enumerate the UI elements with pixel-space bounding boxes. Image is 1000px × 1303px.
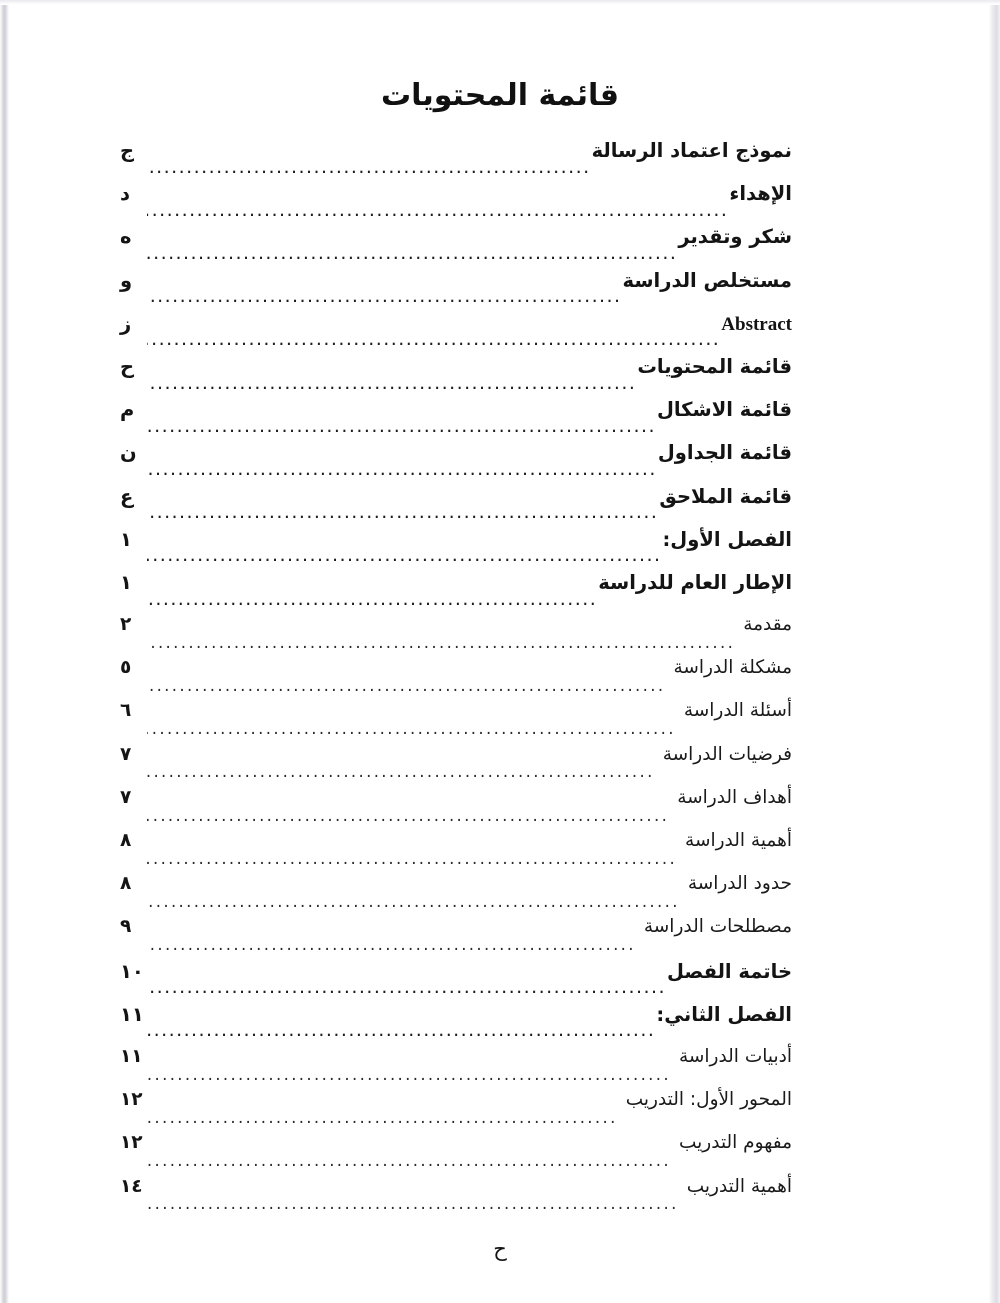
- toc-dot-leader: [147, 374, 636, 394]
- toc-dot-leader: [147, 634, 735, 653]
- toc-dot-leader: [147, 1066, 671, 1085]
- toc-dot-leader: [147, 546, 662, 566]
- toc-entry[interactable]: [120, 269, 792, 312]
- toc-entry[interactable]: [120, 1176, 792, 1219]
- toc-entry-label: أهداف الدراسة: [677, 786, 792, 808]
- toc-entry-label: مفهوم التدريب: [678, 1132, 792, 1154]
- toc-entry-label: نموذج اعتماد الرسالة: [591, 139, 792, 162]
- toc-dot-leader: [147, 850, 677, 869]
- toc-dot-leader: [147, 936, 636, 955]
- toc-dot-leader: [147, 763, 655, 782]
- toc-entry-label: قائمة الجداول: [657, 441, 792, 465]
- toc-dot-leader: [147, 720, 676, 739]
- toc-entry-page-number: ١: [120, 570, 132, 594]
- toc-entry[interactable]: [120, 355, 792, 398]
- toc-entry[interactable]: [120, 182, 792, 225]
- toc-entry-page-number: ٦: [120, 700, 132, 722]
- toc-dot-leader: [147, 807, 669, 826]
- toc-dot-leader: [147, 677, 665, 696]
- toc-entry-label: خاتمة الفصل: [666, 959, 792, 983]
- toc-entry[interactable]: [120, 441, 792, 484]
- toc-entry-label: فرضيات الدراسة: [662, 743, 792, 765]
- toc-entry[interactable]: [120, 960, 792, 1003]
- toc-dot-leader: [147, 978, 666, 998]
- toc-entry-label: Abstract: [721, 313, 792, 335]
- toc-entry-page-number: ح: [120, 354, 135, 378]
- toc-entry[interactable]: [120, 1003, 792, 1046]
- toc-dot-leader: [147, 590, 597, 610]
- toc-entry[interactable]: [120, 744, 792, 787]
- toc-entry-page-number: ز: [120, 311, 132, 335]
- toc-entry-label: مصطلحات الدراسة: [643, 916, 792, 938]
- toc-entry-label: أهمية الدراسة: [685, 830, 792, 851]
- toc-dot-leader: [147, 330, 720, 350]
- toc-entry[interactable]: [120, 1089, 792, 1132]
- toc-entry-page-number: ٧: [120, 743, 132, 765]
- toc-dot-leader: [147, 893, 680, 912]
- toc-entry-page-number: ٢: [120, 614, 132, 636]
- toc-dot-leader: [147, 460, 657, 480]
- toc-entry-page-number: ٩: [120, 916, 132, 938]
- toc-entry-label: أهمية التدريب: [686, 1175, 792, 1197]
- page-folio: ح: [493, 1237, 507, 1261]
- toc-entry-label: قائمة الملاحق: [659, 484, 792, 508]
- toc-entry-page-number: ٨: [120, 830, 132, 851]
- toc-entry-label: شكر وتقدير: [678, 225, 792, 249]
- toc-dot-leader: [147, 1021, 655, 1041]
- toc-entry-page-number: ٧: [120, 786, 132, 808]
- page-title: قائمة المحتويات: [381, 78, 619, 113]
- toc-entry[interactable]: [120, 787, 792, 830]
- toc-entry-page-number: ١٢: [120, 1089, 143, 1111]
- toc-entry-label: مشكلة الدراسة: [673, 657, 792, 679]
- toc-entry[interactable]: [120, 528, 792, 571]
- toc-entry[interactable]: [120, 485, 792, 528]
- toc-entry-label: حدود الدراسة: [687, 873, 792, 895]
- toc-dot-leader: [147, 503, 658, 523]
- toc-dot-leader: [147, 1109, 618, 1128]
- toc-entry-page-number: د: [120, 182, 131, 206]
- toc-entry-label: الفصل الأول:: [662, 527, 792, 551]
- toc-entry-label: مستخلص الدراسة: [622, 268, 792, 292]
- toc-entry-page-number: ١٠: [120, 959, 144, 983]
- toc-entry-label: قائمة الاشكال: [656, 398, 792, 422]
- toc-entry-page-number: ١: [120, 527, 132, 551]
- toc-entry[interactable]: [120, 830, 792, 873]
- toc-dot-leader: [147, 287, 622, 307]
- toc-entry-label: قائمة المحتويات: [637, 354, 792, 378]
- toc-entry-page-number: ٥: [120, 657, 132, 679]
- toc-entry[interactable]: [120, 657, 792, 700]
- toc-entry[interactable]: [120, 571, 792, 614]
- toc-entry[interactable]: [120, 312, 792, 355]
- toc-entry-label: أدبيات الدراسة: [678, 1045, 792, 1067]
- toc-entry-label: مقدمة: [743, 614, 792, 636]
- toc-entry-page-number: ١٤: [120, 1175, 143, 1197]
- toc-entry-label: الإطار العام للدراسة: [598, 570, 792, 594]
- toc-dot-leader: [147, 244, 677, 264]
- toc-dot-leader: [147, 1195, 679, 1214]
- toc-entry-page-number: ١١: [120, 1045, 143, 1067]
- toc-entry-page-number: و: [120, 268, 133, 292]
- toc-entry-page-number: ه: [120, 225, 132, 249]
- toc-entry-label: الإهداء: [729, 182, 792, 206]
- toc-entry[interactable]: [120, 916, 792, 959]
- toc-dot-leader: [147, 417, 656, 437]
- toc-entry[interactable]: [120, 1046, 792, 1089]
- toc-dot-leader: [147, 158, 591, 178]
- toc-entry-page-number: ١٢: [120, 1132, 143, 1154]
- toc-dot-leader: [147, 1152, 671, 1171]
- toc-entry[interactable]: [120, 225, 792, 268]
- toc-entry-label: الفصل الثاني:: [656, 1002, 792, 1026]
- table-of-contents-list: [120, 139, 792, 1219]
- toc-entry[interactable]: [120, 700, 792, 743]
- toc-entry-label: أسئلة الدراسة: [683, 700, 792, 722]
- toc-entry-page-number: ع: [120, 484, 134, 508]
- toc-dot-leader: [147, 201, 728, 221]
- toc-entry-page-number: ١١: [120, 1002, 144, 1026]
- toc-entry[interactable]: [120, 873, 792, 916]
- toc-entry[interactable]: [120, 139, 792, 182]
- toc-entry[interactable]: [120, 614, 792, 657]
- toc-entry-page-number: م: [120, 398, 135, 422]
- toc-entry-page-number: ٨: [120, 873, 132, 895]
- toc-entry-page-number: ن: [120, 441, 137, 465]
- toc-entry[interactable]: [120, 398, 792, 441]
- toc-entry-page-number: ج: [120, 139, 135, 162]
- toc-entry-label: المحور الأول: التدريب: [625, 1089, 792, 1111]
- toc-entry[interactable]: [120, 1132, 792, 1175]
